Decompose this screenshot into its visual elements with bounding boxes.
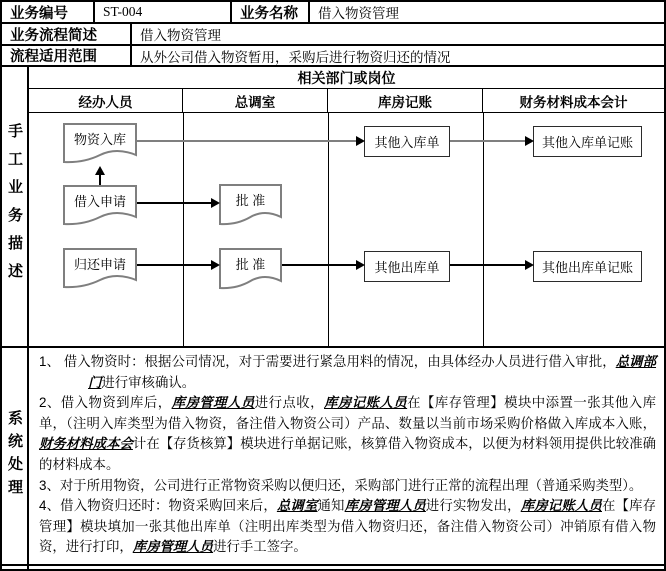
column-header-warehouse: 库房记账 <box>328 89 483 112</box>
lane-divider <box>328 113 329 346</box>
scope-label: 流程适用范围 <box>2 46 132 65</box>
related-departments-header: 相关部门或岗位 <box>29 67 664 89</box>
business-name-label: 业务名称 <box>232 2 310 22</box>
flow-node-qita-rukudan: 其他入库单 <box>364 126 450 157</box>
emphasized-role-text: 库房管理人员 <box>132 539 214 555</box>
emphasized-role-text: 库房记账人员 <box>324 395 408 411</box>
business-number-label: 业务编号 <box>2 2 95 22</box>
emphasized-role-text: 总调部门 <box>88 354 657 390</box>
business-name-value: 借入物资管理 <box>318 6 399 21</box>
system-paragraph-3 <box>39 476 656 497</box>
paragraph-text: 2、借入物资到库后， <box>39 395 172 411</box>
flow-node-jieru-shenqing <box>63 185 137 227</box>
process-brief-value: 借入物资管理 <box>140 28 221 43</box>
arrowhead-icon <box>356 260 365 270</box>
flow-node-wuzi-ruku <box>63 123 137 165</box>
system-process-band <box>2 346 664 564</box>
paragraph-text: 进行手工签字。 <box>213 539 307 555</box>
flow-node-label: 批 准 <box>235 257 266 272</box>
system-paragraph-1 <box>39 352 656 393</box>
paragraph-text: 在【库存管理】模块中添置一张其他入库单，（注明入库类型为借入物资，备注借入物资公司）产品、数量以当前市场采购价格做入库成本入账， <box>39 395 657 431</box>
flow-node-label: 归还申请 <box>73 256 126 272</box>
meta-row-3 <box>2 46 664 67</box>
lane-divider <box>183 113 184 346</box>
paragraph-text: 进行实物发出， <box>425 498 521 514</box>
system-processing-text <box>29 348 664 564</box>
system-process-side-cell <box>2 348 29 564</box>
business-number-value: ST-004 <box>95 2 232 22</box>
column-header-finance: 财务材料成本会计 <box>519 94 628 110</box>
flow-node-pizhun-2 <box>219 248 282 291</box>
paragraph-text: 进行审核确认。 <box>101 374 196 390</box>
scope-value: 从外公司借入物资暂用，采购后进行物资归还的情况 <box>140 49 451 65</box>
swimlane-headers <box>29 89 664 113</box>
flow-node-label: 借入申请 <box>73 193 126 209</box>
process-brief-label: 业务流程简述 <box>2 24 132 44</box>
flow-node-pizhun-1 <box>219 184 282 227</box>
flow-connector <box>137 264 213 266</box>
arrowhead-icon <box>525 260 534 270</box>
flowchart-canvas <box>29 113 664 346</box>
paragraph-text: 3、对于所用物资，公司进行正常物资采购以便归还，采购部门进行正常的流程出理（普通采购类型）。 <box>39 477 643 493</box>
paragraph-text: 进行点收， <box>254 395 324 411</box>
flow-node-label: 物资入库 <box>73 131 126 147</box>
emphasized-role-text: 库房管理人员 <box>344 498 426 514</box>
paragraph-text: 在【库存管理】模块填加一张其他出库单（注明出库类型为借入物资归还，备注借入物资公司）冲销原有借入物资，进行打印， <box>39 498 657 555</box>
emphasized-role-text: 库房记账人员 <box>520 498 602 514</box>
bottom-row-stub <box>2 564 664 569</box>
arrowhead-icon <box>95 166 105 175</box>
arrowhead-icon <box>211 198 220 208</box>
arrowhead-icon <box>211 260 220 270</box>
manual-process-side-cell <box>2 67 29 346</box>
emphasized-role-text: 财务材料成本会 <box>39 436 133 452</box>
flow-connector <box>450 264 527 266</box>
emphasized-role-text: 总调室 <box>276 498 318 514</box>
flow-node-label: 批 准 <box>235 193 266 208</box>
paragraph-text: 1、 借入物资时：根据公司情况，对于需要进行紧急用料的情况，由具体经办人员进行借入审批， <box>39 354 616 369</box>
emphasized-role-text: 库房管理人员 <box>171 395 255 411</box>
lane-divider <box>483 113 484 346</box>
arrowhead-icon <box>525 136 534 146</box>
arrowhead-icon <box>356 136 365 146</box>
flow-connector <box>450 140 527 142</box>
paragraph-text: 通知 <box>317 498 345 514</box>
flow-node-guihuan-shenqing <box>63 248 137 290</box>
column-header-handler: 经办人员 <box>29 89 183 112</box>
system-paragraph-4 <box>39 496 656 558</box>
flow-node-qita-chukudan: 其他出库单 <box>364 251 450 282</box>
flow-connector <box>137 202 213 204</box>
meta-row-1 <box>2 2 664 24</box>
flow-connector <box>137 140 358 142</box>
flowchart-area <box>29 67 664 346</box>
meta-row-2 <box>2 24 664 46</box>
manual-process-band <box>2 67 664 346</box>
flow-node-qita-rukudan-jizhang: 其他入库单记账 <box>533 126 642 157</box>
manual-process-side-label: 手工业务描述 <box>6 122 23 291</box>
system-paragraph-2 <box>39 393 656 475</box>
column-header-dispatch: 总调室 <box>183 89 328 112</box>
system-process-side-label: 系统处理 <box>6 410 23 502</box>
paragraph-text: 4、借入物资归还时：物资采购回来后， <box>39 498 277 514</box>
flow-node-qita-chukudan-jizhang: 其他出库单记账 <box>533 251 642 282</box>
paragraph-text: 计在【存货核算】模块进行单据记账，核算借入物资成本，以便为材料领用提供比较准确的材料成本。 <box>39 436 657 472</box>
flow-connector <box>282 264 358 266</box>
